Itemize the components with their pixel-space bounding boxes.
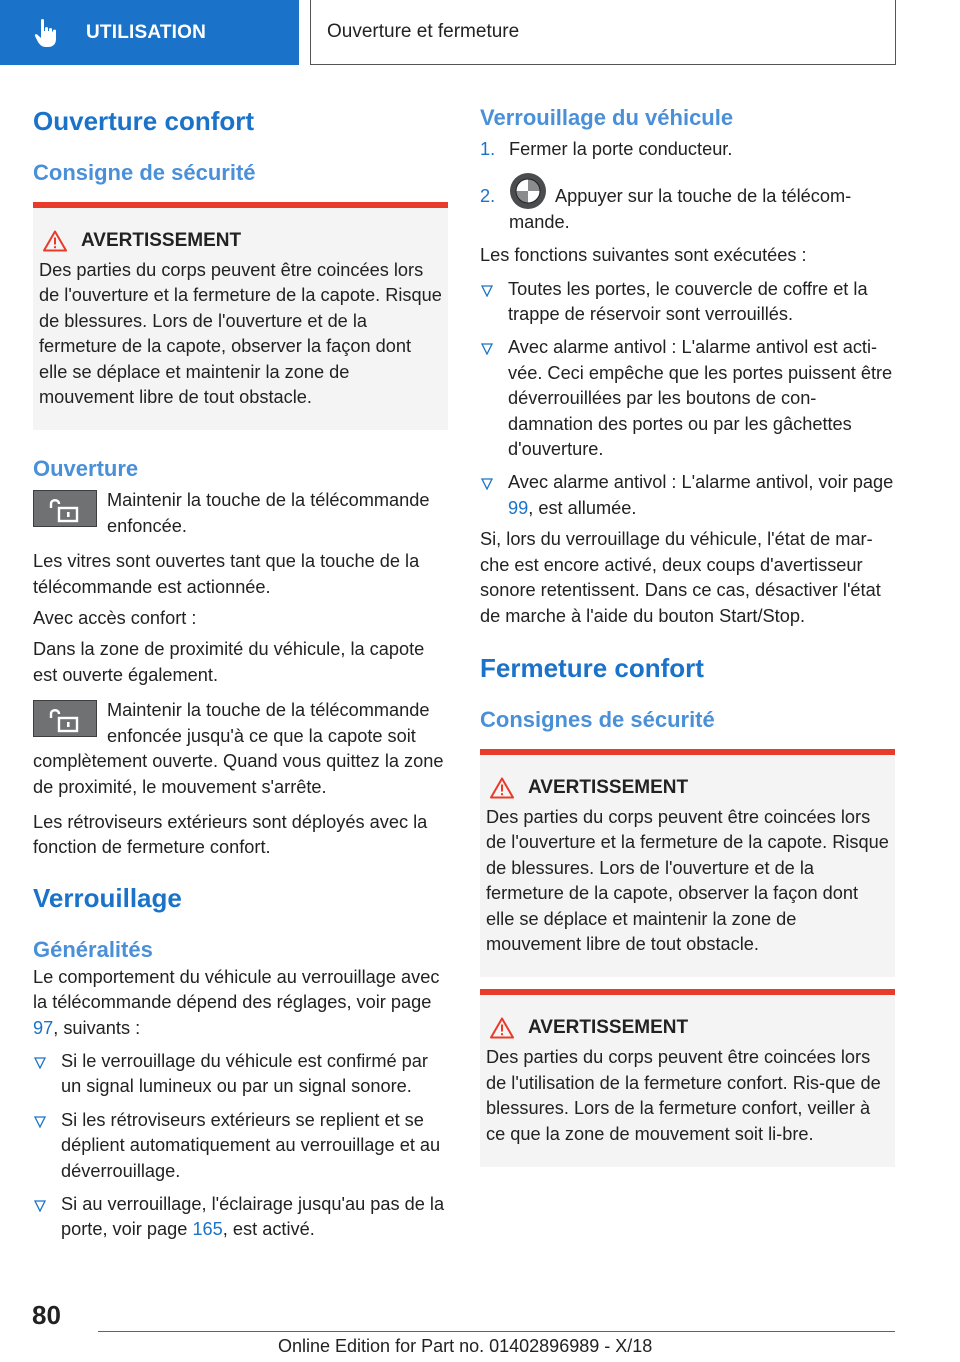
- warning-triangle-icon: [43, 230, 67, 252]
- right-column: [480, 96, 895, 1167]
- step-item: 2. Appuyer sur la touche de la télécom‐mande.: [480, 184, 895, 235]
- warning-triangle-icon: [490, 1017, 514, 1039]
- ouverture-complete-continued: complètement ouverte. Quand vous quittez la zone de proximité, le mouvement s'arrête.: [33, 751, 444, 797]
- warning-box: [480, 989, 895, 1167]
- warning-box: [33, 202, 448, 430]
- triangle-bullet-icon: [34, 1057, 46, 1069]
- triangle-bullet-icon: [481, 343, 493, 355]
- unlock-key-icon: [33, 700, 97, 737]
- right-bullet-list: [480, 277, 895, 522]
- triangle-bullet-icon: [481, 478, 493, 490]
- left-column: [33, 96, 448, 1243]
- heading-ouverture-confort: Ouverture confort: [33, 106, 255, 136]
- paragraph-zone: Dans la zone de proximité du véhicule, la capote est ouverte également.: [33, 639, 425, 685]
- ouverture-complete-instruction: Maintenir la touche de la télécommande enfoncée jusqu'à ce que la capote soit: [107, 700, 430, 746]
- edition-note: Online Edition for Part no. 01402896989 - X/18: [278, 1336, 653, 1356]
- page-link-97[interactable]: 97: [33, 1017, 54, 1038]
- list-item: Avec alarme antivol : L'alarme antivol, voir page 99, est allumée.: [480, 470, 895, 521]
- unlock-key-icon: [33, 490, 97, 527]
- triangle-bullet-icon: [34, 1116, 46, 1128]
- warning-text: Des parties du corps peuvent être coincées lors de l'utilisation de la fermeture confort. Ris‐que de blessures. Lors de la fermeture confort, veiller à ce que la zone de mouvement soit li‐bre.: [486, 1047, 881, 1144]
- section-tab: [0, 0, 299, 65]
- bmw-key-button-icon: [509, 172, 547, 210]
- heading-ouverture: Ouverture: [33, 456, 139, 482]
- paragraph-comportement: Le comportement du véhicule au verrouillage avec la télécommande dépend des réglages, voir page 97, suivants :: [33, 966, 440, 1038]
- warning-title: AVERTISSEMENT: [490, 777, 889, 799]
- step-item: 1. Fermer la porte conducteur.: [480, 139, 733, 159]
- list-item: Toutes les portes, le couvercle de coffre et la trappe de réservoir sont verrouillés.: [480, 277, 895, 328]
- paragraph-fonctions: Les fonctions suivantes sont exécutées :: [480, 245, 807, 266]
- paragraph-vitres: Les vitres sont ouvertes tant que la touche de la télécommande est actionnée.: [33, 551, 420, 597]
- heading-consignes-securite: Consignes de sécurité: [480, 706, 715, 732]
- footer-divider: [98, 1331, 895, 1332]
- heading-consigne-securite: Consigne de sécurité: [33, 160, 256, 185]
- heading-verrouillage: Verrouillage: [33, 882, 182, 913]
- triangle-bullet-icon: [34, 1200, 46, 1212]
- left-bullet-list: [33, 1049, 448, 1243]
- heading-verrouillage-vehicule: Verrouillage du véhicule: [480, 105, 734, 130]
- warning-triangle-icon: [490, 777, 514, 799]
- warning-title: AVERTISSEMENT: [490, 1017, 889, 1039]
- warning-box: [480, 749, 895, 977]
- ouverture-instruction: Maintenir la touche de la télécommande enfoncée.: [107, 490, 430, 536]
- warning-title: AVERTISSEMENT: [43, 230, 442, 252]
- page-link-99[interactable]: 99: [508, 497, 529, 518]
- section-title: UTILISATION: [86, 21, 207, 43]
- list-item: Avec alarme antivol : L'alarme antivol est acti‐vée. Ceci empêche que les portes puissent être déverrouillées par les boutons de con‐damnation des portes ou par les gâchettes d'ouverture.: [480, 335, 895, 462]
- list-item: Si les rétroviseurs extérieurs se replient et se déplient automatiquement au verrouillage et au déverrouillage.: [33, 1108, 448, 1184]
- page-number: 80: [32, 1300, 61, 1330]
- list-item: Si le verrouillage du véhicule est confirmé par un signal lumineux ou par un signal sonore.: [33, 1049, 448, 1100]
- paragraph-etat-marche: Si, lors du verrouillage du véhicule, l'état de mar‐che est encore activé, deux coups d'avertisseur sonore retentissent. Dans ce cas, désactiver l'état de marche à l'aide du bouton Start/Stop.: [480, 529, 881, 626]
- chapter-header: [310, 0, 896, 65]
- step-list: [480, 137, 895, 235]
- heading-generalites: Généralités: [33, 936, 153, 962]
- triangle-bullet-icon: [481, 285, 493, 297]
- paragraph-acces-confort: Avec accès confort :: [33, 608, 197, 629]
- hand-pointer-icon: [34, 18, 60, 48]
- heading-fermeture-confort: Fermeture confort: [480, 652, 704, 683]
- page-link-165[interactable]: 165: [192, 1219, 223, 1240]
- list-item: Si au verrouillage, l'éclairage jusqu'au pas de la porte, voir page 165, est activé.: [33, 1192, 448, 1243]
- paragraph-retroviseurs: Les rétroviseurs extérieurs sont déployés avec la fonction de fermeture confort.: [33, 811, 428, 858]
- chapter-title: Ouverture et fermeture: [327, 21, 520, 42]
- warning-text: Des parties du corps peuvent être coincées lors de l'ouverture et la fermeture de la capote. Risque de blessures. Lors de l'ouverture et de la fermeture de la capote, observer la façon dont elle se déplace et maintenir la zone de mouvement libre de tout obstacle.: [486, 806, 889, 954]
- warning-text: Des parties du corps peuvent être coincées lors de l'ouverture et la fermeture de la capote. Risque de blessures. Lors de l'ouverture et de la fermeture de la capote, observer la façon dont elle se déplace et maintenir la zone de mouvement libre de tout obstacle.: [39, 260, 442, 408]
